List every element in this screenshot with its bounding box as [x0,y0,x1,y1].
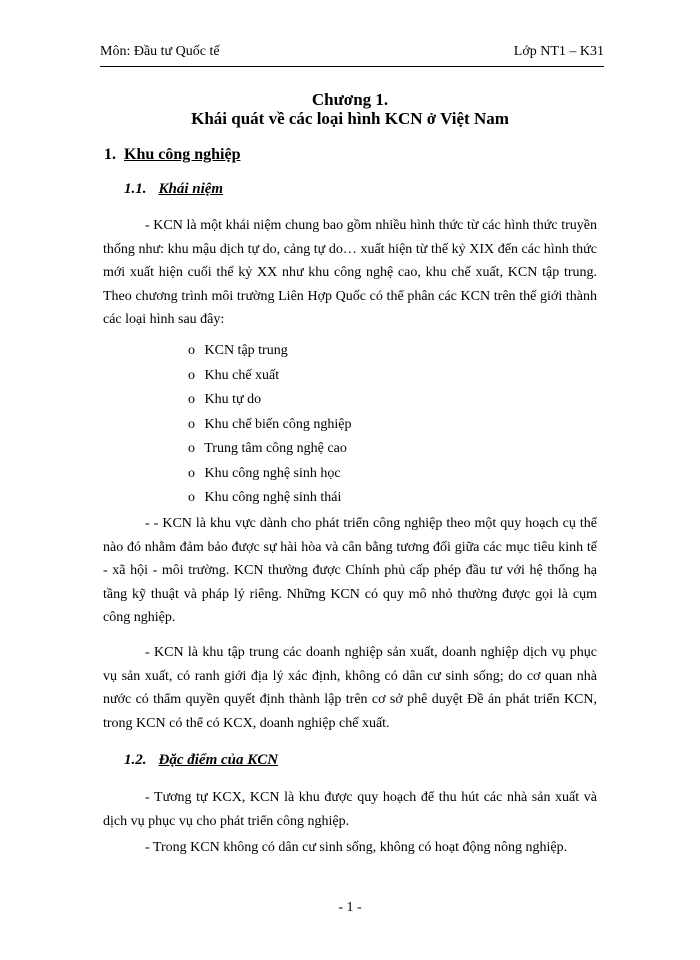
subsection-heading-1-1 [124,181,223,198]
subsection-title: Đặc điểm của KCN [158,752,279,768]
subsection-number: 1.1. [124,181,147,197]
section-number: 1. [104,146,116,163]
paragraph-text: - Tương tự KCX, KCN là khu được quy hoạch để thu hút các nhà sản xuất và dịch vụ phục vụ cho phát triển công nghiệp. [103,790,597,829]
list-item: o Khu công nghệ sinh thái [188,486,351,511]
header-class: Lớp NT1 – K31 [513,44,604,59]
paragraph [103,641,597,735]
paragraph [103,214,597,332]
list-item: o KCN tập trung [188,339,351,364]
list-item: o Khu chế biến công nghiệp [188,413,351,438]
bullet-marker: o [188,416,195,432]
list-item: o Khu chế xuất [188,364,351,389]
paragraph [103,512,597,630]
bullet-marker: o [188,343,195,358]
list-item: o Trung tâm công nghệ cao [188,437,351,462]
page-number: - 1 - [338,900,362,915]
header-rule [100,66,604,67]
bullet-marker: o [188,490,195,505]
list-item: o Khu tự do [188,388,351,413]
paragraph-text: - Trong KCN không có dân cư sinh sống, không có hoạt động nông nghiệp. [145,840,568,855]
paragraph-text: - - KCN là khu vực dành cho phát triển công nghiệp theo một quy hoạch cụ thể nào đó nhằm đảm bảo được sự hài hòa và cân bằng tương đối giữa các mục tiêu kinh tế - xã hội - môi trường. KCN thường được Chính phủ cấp phép đầu tư với hệ thống hạ tầng kỹ thuật và pháp lý riêng. Những KCN có quy mô nhỏ thường được gọi là cụm công nghiệp. [103,516,597,625]
subsection-heading-1-2 [124,752,278,769]
header-subject: Môn: Đầu tư Quốc tế [100,44,220,59]
paragraph-text: - KCN là một khái niệm chung bao gồm nhiều hình thức từ các hình thức truyền thống như: khu mậu dịch tự do, cảng tự do… xuất hiện từ thế kỷ XIX đến các hình thức mới xuất hiện cuối thế kỷ XX như khu công nghệ cao, khu chế xuất, KCN tập trung. Theo chương trình môi trường Liên Hợp Quốc có thể phân các KCN trên thế giới thành các loại hình sau đây: [103,218,597,327]
bullet-marker: o [188,465,195,481]
chapter-title: Khái quát về các loại hình KCN ở Việt Nam [191,109,509,128]
chapter-label: Chương 1. [311,90,389,109]
section-title: Khu công nghiệp [124,146,241,163]
subsection-number: 1.2. [124,752,147,768]
bullet-marker: o [188,367,195,383]
kcn-type-list [188,339,351,511]
bullet-marker: o [188,441,195,456]
paragraph [103,786,597,833]
paragraph [103,836,597,860]
paragraph-text: - KCN là khu tập trung các doanh nghiệp sản xuất, doanh nghiệp dịch vụ phục vụ sản xuất, có ranh giới địa lý xác định, không có dân cư sinh sống; do cơ quan nhà nước có thẩm quyền quyết định thành lập trên cơ sở phê duyệt Đề án phát triển KCN, trong KCN có thể có KCX, doanh nghiệp chế xuất. [103,645,597,731]
subsection-title: Khái niệm [158,181,224,197]
section-heading-1 [104,146,240,164]
bullet-marker: o [188,392,195,407]
page-header [100,44,604,64]
list-item: o Khu công nghệ sinh học [188,462,351,487]
